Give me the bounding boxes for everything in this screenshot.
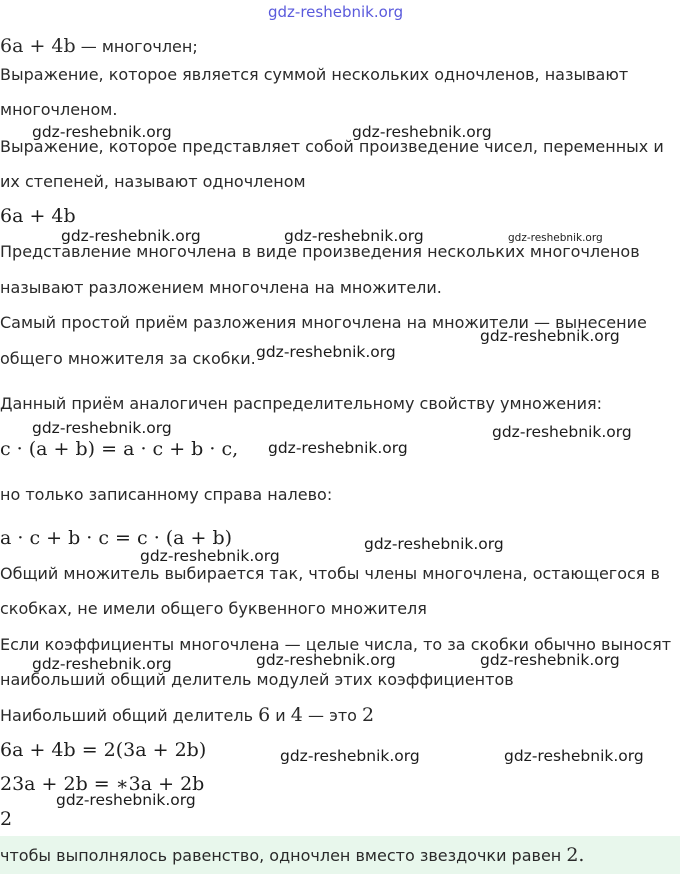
math-two: 2 [0,808,13,830]
line-18: наибольший общий делитель модулей этих коэффициентов [0,670,514,689]
math-polynomial: 6a + 4b [0,35,76,57]
watermark: gdz-reshebnik.org [256,651,396,669]
watermark: gdz-reshebnik.org [32,419,172,437]
gcd-text-a: Наибольший общий делитель [0,706,259,725]
math-factored: 6a + 4b = 2(3a + 2b) [0,739,207,761]
watermark: gdz-reshebnik.org [480,327,620,345]
line-15: Общий множитель выбирается так, чтобы члены многочлена, остающегося в [0,564,660,583]
answer-line [0,845,584,866]
line-4: Выражение, которое представляет собой произведение чисел, переменных и [0,137,664,156]
line-19 [0,705,374,726]
gcd-num-2: 2 [362,704,375,726]
watermark: gdz-reshebnik.org [504,747,644,765]
watermark: gdz-reshebnik.org [268,439,408,457]
gcd-text-e: — это [302,706,363,725]
watermark: gdz-reshebnik.org [364,535,504,553]
watermark: gdz-reshebnik.org [284,227,424,245]
gcd-text-c: и [270,706,291,725]
line-17: Если коэффициенты многочлена — целые числа, то за скобки обычно выносят [0,635,672,654]
line-16: скобках, не имели общего буквенного множителя [0,599,427,618]
watermark: gdz-reshebnik.org [140,547,280,565]
math-distributive-reverse: a · c + b · c = c · (a + b) [0,527,233,549]
math-star-equation: 23a + 2b = ∗3a + 2b [0,773,205,795]
watermark: gdz-reshebnik.org [492,423,632,441]
line-2: Выражение, которое является суммой нескольких одночленов, называют [0,65,629,84]
watermark: gdz-reshebnik.org [280,747,420,765]
watermark-top: gdz-reshebnik.org [268,3,404,21]
watermark: gdz-reshebnik.org [508,232,603,244]
line-1 [0,36,198,57]
line-10: общего множителя за скобки. [0,349,256,368]
line-11: Данный приём аналогичен распределительному свойству умножения: [0,394,602,413]
line-5: их степеней, называют одночленом [0,172,306,191]
line-1-text: — многочлен; [75,37,198,56]
watermark: gdz-reshebnik.org [32,655,172,673]
math-line-6: 6a + 4b [0,205,76,227]
line-7: Представление многочлена в виде произведения нескольких многочленов [0,242,640,261]
watermark: gdz-reshebnik.org [256,343,396,361]
math-distributive: c · (a + b) = a · c + b · c, [0,438,239,460]
answer-text: чтобы выполнялось равенство, одночлен вместо звездочки равен [0,846,567,865]
watermark: gdz-reshebnik.org [61,227,201,245]
watermark: gdz-reshebnik.org [352,123,492,141]
line-13: но только записанному справа налево: [0,485,333,504]
line-8: называют разложением многочлена на множители. [0,278,442,297]
line-3: многочленом. [0,100,118,119]
watermark: gdz-reshebnik.org [32,123,172,141]
watermark: gdz-reshebnik.org [56,791,196,809]
gcd-num-6: 6 [258,704,271,726]
answer-value: 2. [566,844,585,866]
line-9: Самый простой приём разложения многочлена на множители — вынесение [0,313,647,332]
gcd-num-4: 4 [290,704,303,726]
watermark: gdz-reshebnik.org [480,651,620,669]
